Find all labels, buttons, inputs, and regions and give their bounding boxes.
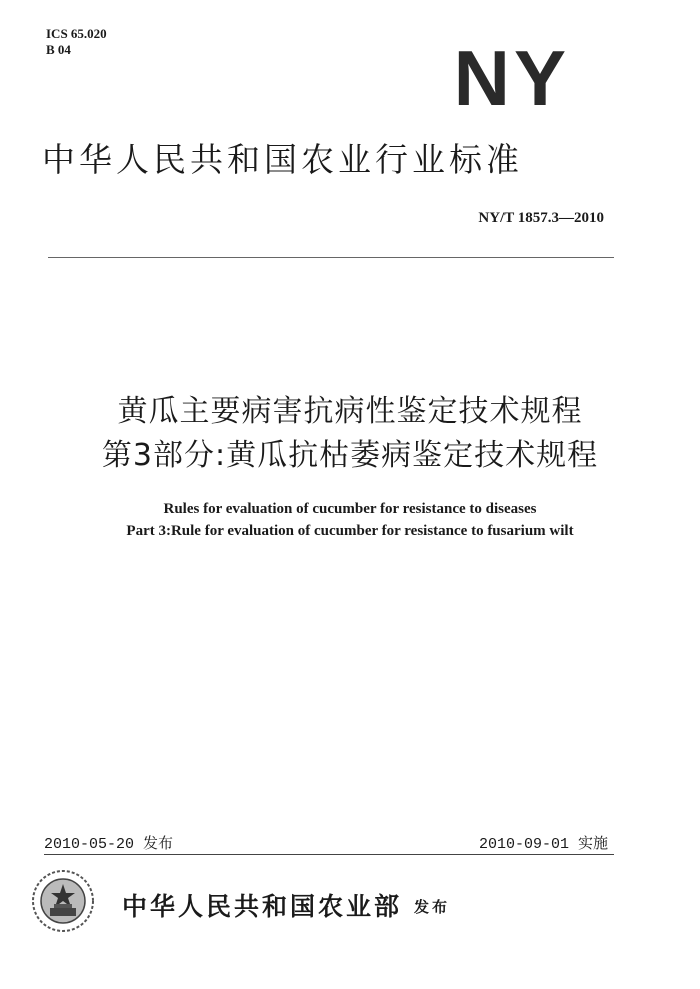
chinese-title xyxy=(0,390,700,478)
bottom-divider xyxy=(44,854,614,855)
issuer-name: 中华人民共和国农业部 xyxy=(122,892,403,921)
standard-number: NY/T 1857.3—2010 xyxy=(478,210,604,226)
english-title-line-2: Part 3:Rule for evaluation of cucumber for resistance to fusarium wilt xyxy=(126,523,574,539)
standard-type: 中华人民共和国农业行业标准 xyxy=(42,140,523,179)
english-title xyxy=(0,498,700,542)
issuing-authority xyxy=(122,887,450,923)
category-code: B 04 xyxy=(46,42,71,57)
chinese-title-line-1: 黄瓜主要病害抗病性鉴定技术规程 xyxy=(117,394,583,429)
implementation-date: 2010-09-01 实施 xyxy=(478,836,608,853)
national-emblem-icon xyxy=(30,868,96,934)
english-title-line-1: Rules for evaluation of cucumber for resistance to diseases xyxy=(163,501,537,517)
ics-code: ICS 65.020 xyxy=(46,26,107,41)
top-divider xyxy=(48,257,614,258)
ny-logo: NY xyxy=(453,34,570,122)
chinese-title-line-2: 第3部分:黄瓜抗枯萎病鉴定技术规程 xyxy=(101,438,599,473)
classification-codes xyxy=(46,26,107,58)
issuer-suffix: 发布 xyxy=(414,898,451,916)
issue-date: 2010-05-20 发布 xyxy=(44,836,174,853)
